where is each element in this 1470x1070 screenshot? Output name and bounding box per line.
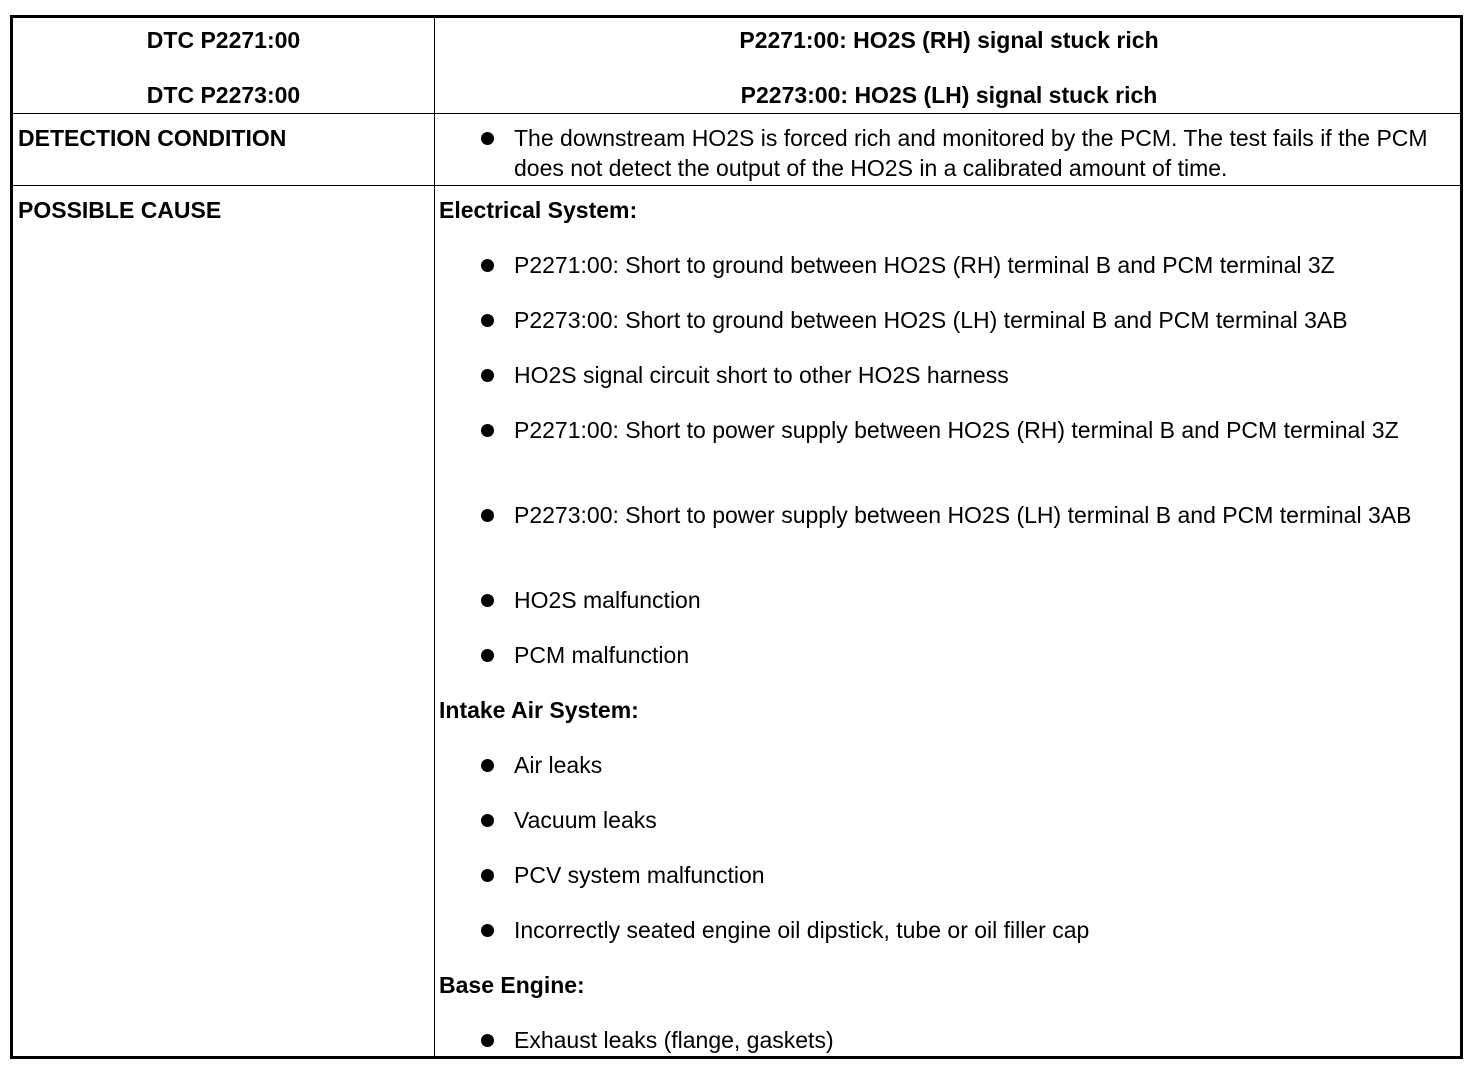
bullet-icon: [481, 509, 494, 522]
column-divider: [434, 18, 435, 1056]
bullet-icon: [481, 314, 494, 327]
bullet-icon: [481, 369, 494, 382]
list-item-text: HO2S malfunction: [514, 587, 701, 613]
list-item-text: PCV system malfunction: [514, 862, 765, 888]
bullet-icon: [481, 132, 494, 145]
bullet-icon: [481, 1034, 494, 1047]
list-item-text: P2273:00: Short to ground between HO2S (LH) terminal B and PCM terminal 3AB: [514, 307, 1348, 333]
dtc-title-2: P2273:00: HO2S (LH) signal stuck rich: [740, 82, 1158, 108]
list-item-text: P2271:00: Short to ground between HO2S (RH) terminal B and PCM terminal 3Z: [514, 252, 1335, 278]
possible-cause-label: POSSIBLE CAUSE: [18, 197, 222, 223]
list-item-text: P2273:00: Short to power supply between HO2S (LH) terminal B and PCM terminal 3AB: [514, 502, 1412, 528]
dtc-code-1: DTC P2271:00: [146, 27, 301, 53]
list-item-text: Air leaks: [514, 752, 603, 778]
bullet-icon: [481, 424, 494, 437]
detection-condition-text: The downstream HO2S is forced rich and monitored by the PCM. The test fails if the PCM does not detect the output of the HO2S in a calibrated amount of time.: [514, 125, 1428, 181]
bullet-icon: [481, 924, 494, 937]
dtc-table: [10, 15, 1463, 1059]
section-heading-base-engine: Base Engine:: [439, 972, 585, 998]
bullet-icon: [481, 649, 494, 662]
list-item-text: Vacuum leaks: [514, 807, 657, 833]
dtc-title-1: P2271:00: HO2S (RH) signal stuck rich: [739, 27, 1159, 53]
row-divider-detection: [13, 185, 1460, 186]
bullet-icon: [481, 759, 494, 772]
list-item-text: PCM malfunction: [514, 642, 690, 668]
dtc-code-2: DTC P2273:00: [146, 82, 301, 108]
bullet-icon: [481, 259, 494, 272]
section-heading-electrical: Electrical System:: [439, 197, 638, 223]
list-item-text: Exhaust leaks (flange, gaskets): [514, 1027, 834, 1053]
list-item-text: Incorrectly seated engine oil dipstick, tube or oil filler cap: [514, 917, 1090, 943]
bullet-icon: [481, 814, 494, 827]
list-item-text: HO2S signal circuit short to other HO2S harness: [514, 362, 1009, 388]
bullet-icon: [481, 869, 494, 882]
detection-condition-label: DETECTION CONDITION: [18, 125, 287, 151]
row-divider-header: [13, 113, 1460, 114]
section-heading-intake-air: Intake Air System:: [439, 697, 639, 723]
list-item-text: P2271:00: Short to power supply between HO2S (RH) terminal B and PCM terminal 3Z: [514, 417, 1399, 443]
bullet-icon: [481, 594, 494, 607]
